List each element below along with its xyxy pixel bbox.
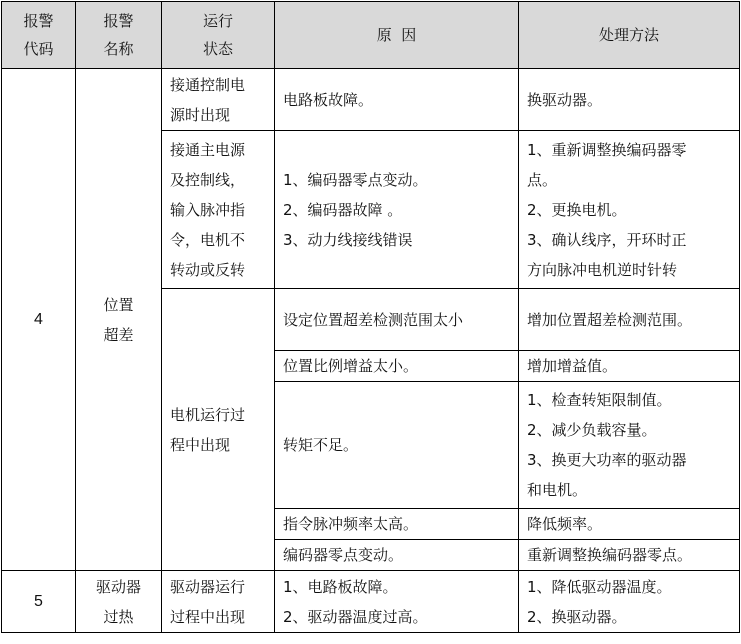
solution-cell: 重新调整换编码器零点。 <box>519 540 740 571</box>
alarm-code-5: 5 <box>2 571 76 633</box>
cause-cell: 编码器零点变动。 <box>275 540 519 571</box>
run-state-cell: 接通主电源 及控制线， 输入脉冲指 令，电机不 转动或反转 <box>162 131 275 289</box>
header-solution: 处理方法 <box>519 2 740 69</box>
solution-cell: 降低频率。 <box>519 509 740 540</box>
solution-cell: 增加增益值。 <box>519 351 740 382</box>
solution-cell: 1、降低驱动器温度。 2、换驱动器。 <box>519 571 740 633</box>
solution-cell: 增加位置超差检测范围。 <box>519 289 740 351</box>
header-run-state: 运行 状态 <box>162 2 275 69</box>
alarm-code-4: 4 <box>2 69 76 571</box>
header-row <box>2 2 740 69</box>
cause-cell: 设定位置超差检测范围太小 <box>275 289 519 351</box>
solution-cell: 换驱动器。 <box>519 69 740 131</box>
cause-cell: 1、编码器零点变动。 2、编码器故障 。 3、动力线接线错误 <box>275 131 519 289</box>
alarm-name-5: 驱动器 过热 <box>76 571 162 633</box>
run-state-cell: 驱动器运行 过程中出现 <box>162 571 275 633</box>
solution-cell: 1、重新调整换编码器零 点。 2、更换电机。 3、确认线序，开环时正 方向脉冲电机逆时针转 <box>519 131 740 289</box>
table-row <box>2 571 740 633</box>
cause-cell: 指令脉冲频率太高。 <box>275 509 519 540</box>
header-alarm-name: 报警 名称 <box>76 2 162 69</box>
header-alarm-code: 报警 代码 <box>2 2 76 69</box>
table-row <box>2 69 740 131</box>
cause-cell: 1、电路板故障。 2、驱动器温度过高。 <box>275 571 519 633</box>
run-state-cell: 接通控制电 源时出现 <box>162 69 275 131</box>
run-state-cell: 电机运行过 程中出现 <box>162 289 275 571</box>
alarm-table <box>1 1 740 633</box>
header-cause: 原 因 <box>275 2 519 69</box>
cause-cell: 转矩不足。 <box>275 382 519 509</box>
solution-cell: 1、检查转矩限制值。 2、减少负载容量。 3、换更大功率的驱动器 和电机。 <box>519 382 740 509</box>
cause-cell: 电路板故障。 <box>275 69 519 131</box>
alarm-name-4: 位置 超差 <box>76 69 162 571</box>
cause-cell: 位置比例增益太小。 <box>275 351 519 382</box>
